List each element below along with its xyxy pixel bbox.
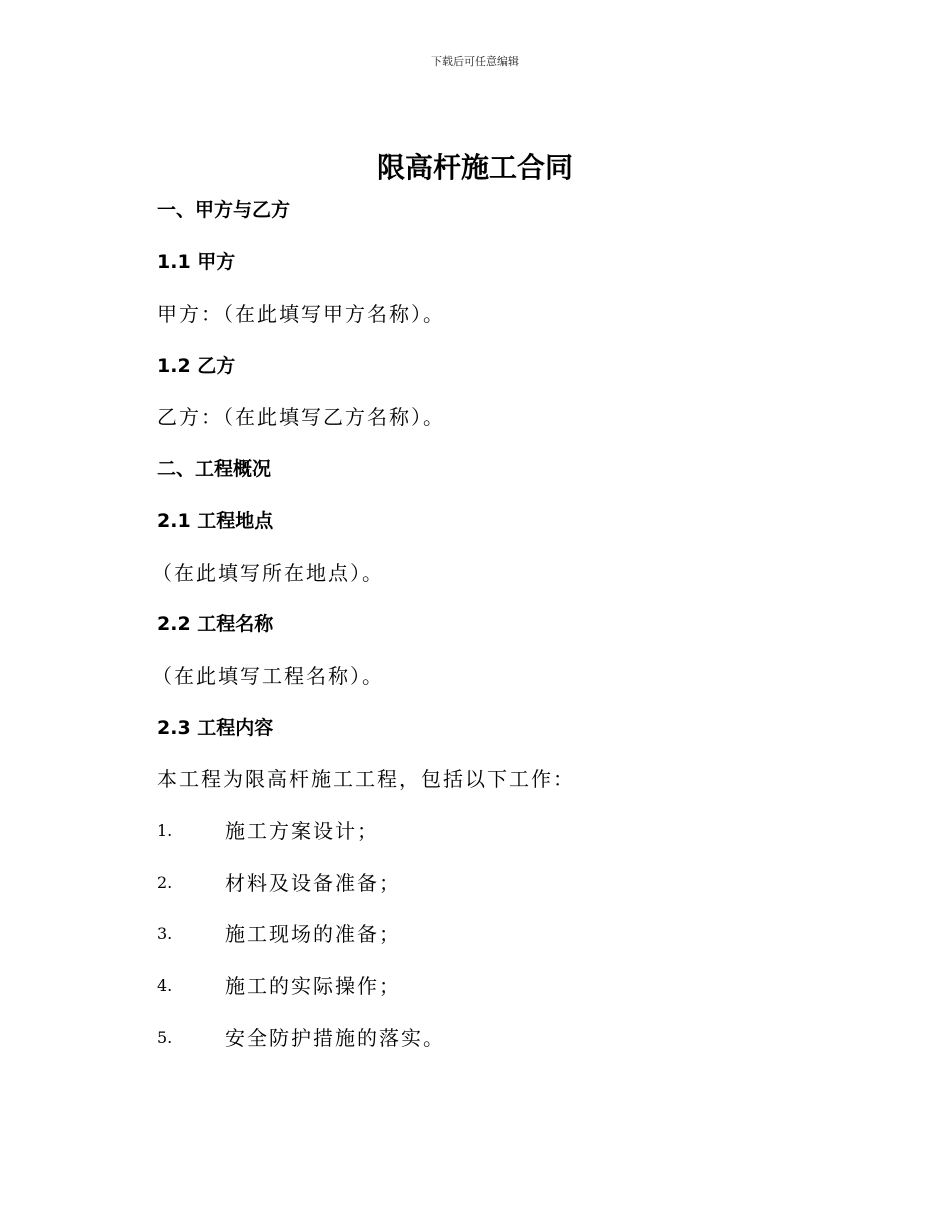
list-item-number: 4. <box>157 976 173 995</box>
project-location-text: （在此填写所在地点）。 <box>152 561 384 585</box>
document-title: 限高杆施工合同 <box>376 151 573 184</box>
list-item-text: 施工的实际操作； <box>225 974 401 998</box>
list-item <box>157 920 857 948</box>
section-1-1-heading: 1.1 甲方 <box>157 251 236 273</box>
list-item-text: 施工现场的准备； <box>225 922 401 946</box>
list-item-number: 2. <box>157 873 173 892</box>
list-item <box>157 817 857 845</box>
list-item-number: 1. <box>157 821 173 840</box>
section-2-1-heading: 2.1 工程地点 <box>157 510 274 532</box>
project-content-text: 本工程为限高杆施工工程，包括以下工作： <box>157 767 575 791</box>
list-item <box>157 869 857 897</box>
list-item <box>157 972 857 1000</box>
section-2-3-heading: 2.3 工程内容 <box>157 717 274 739</box>
section-1-heading: 一、甲方与乙方 <box>157 199 291 221</box>
header-note: 下载后可任意编辑 <box>431 55 519 68</box>
list-item-number: 5. <box>157 1028 173 1047</box>
party-b-text: 乙方：（在此填写乙方名称）。 <box>157 405 445 429</box>
section-2-2-heading: 2.2 工程名称 <box>157 613 274 635</box>
list-item-number: 3. <box>157 924 173 943</box>
party-a-text: 甲方：（在此填写甲方名称）。 <box>157 302 445 326</box>
section-2-heading: 二、工程概况 <box>157 458 272 480</box>
list-item-text: 材料及设备准备； <box>225 871 401 895</box>
list-item <box>157 1024 857 1052</box>
project-name-text: （在此填写工程名称）。 <box>152 664 384 688</box>
section-1-2-heading: 1.2 乙方 <box>157 355 236 377</box>
list-item-text: 施工方案设计； <box>225 819 379 843</box>
list-item-text: 安全防护措施的落实。 <box>225 1026 445 1050</box>
